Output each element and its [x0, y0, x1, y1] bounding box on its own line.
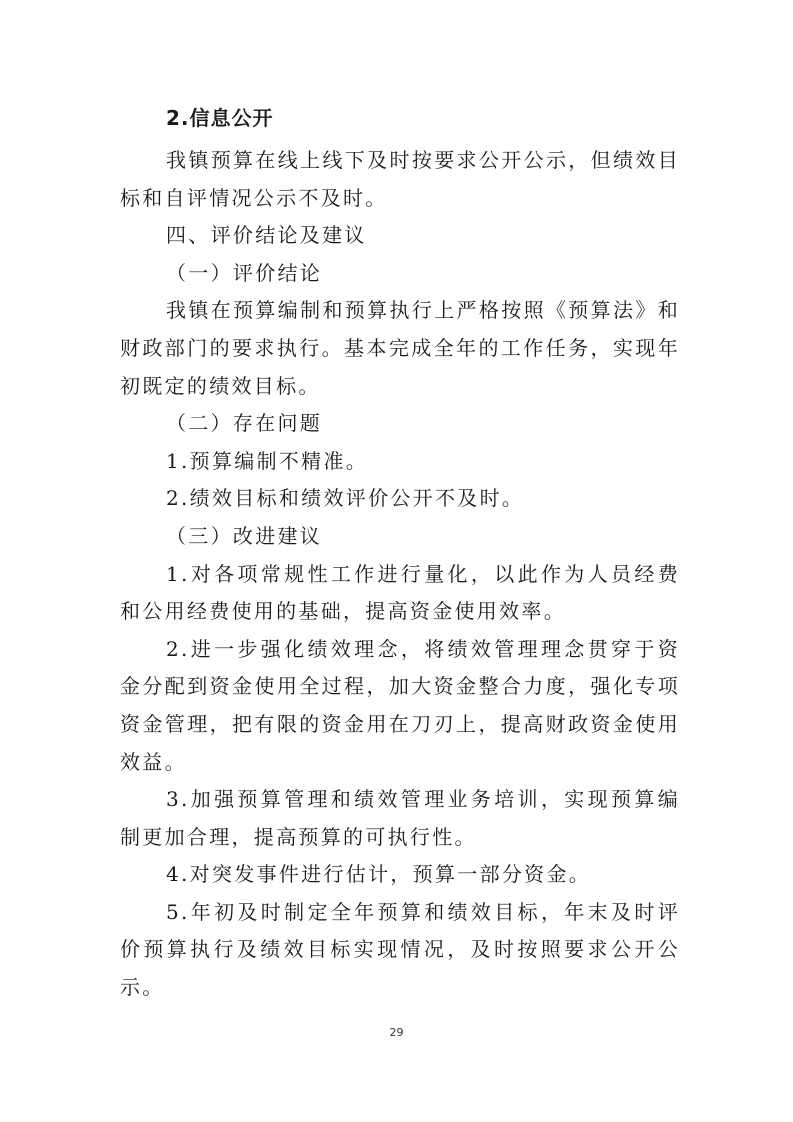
list-item-problem-1: 1.预算编制不精准。: [166, 448, 369, 473]
list-item-suggestion-5: 5.年初及时制定全年预算和绩效目标，年末及时评价预算执行及绩效目标实现情况，及时按照要求公开公示。: [120, 899, 680, 1000]
subsection-title-suggestions: （三）改进建议: [166, 523, 323, 548]
body-text: [120, 142, 680, 1007]
section-title-conclusions: 四、评价结论及建议: [166, 223, 367, 248]
list-item-suggestion-4: 4.对突发事件进行估计，预算一部分资金。: [166, 862, 592, 887]
page-number: 29: [389, 1026, 404, 1039]
subsection-title-problems: （二）存在问题: [166, 411, 323, 436]
paragraph-evaluation-conclusion: 我镇在预算编制和预算执行上严格按照《预算法》和财政部门的要求执行。基本完成全年的工作任务，实现年初既定的绩效目标。: [120, 298, 680, 398]
list-item-suggestion-3: 3.加强预算管理和绩效管理业务培训，实现预算编制更加合理，提高预算的可执行性。: [120, 787, 680, 849]
paragraph-info-disclosure: 我镇预算在线上线下及时按要求公开公示，但绩效目标和自评情况公示不及时。: [120, 148, 680, 210]
subsection-title-evaluation-conclusion: （一）评价结论: [166, 260, 323, 285]
list-item-suggestion-2: 2.进一步强化绩效理念，将绩效管理理念贯穿于资金分配到资金使用全过程，加大资金整合力度，强化专项资金管理，把有限的资金用在刀刃上，提高财政资金使用效益。: [120, 636, 680, 774]
list-item-suggestion-1: 1.对各项常规性工作进行量化，以此作为人员经费和公用经费使用的基础，提高资金使用效率。: [120, 561, 680, 624]
list-item-problem-2: 2.绩效目标和绩效评价公开不及时。: [166, 486, 525, 511]
section-heading: 2.信息公开: [166, 106, 274, 130]
